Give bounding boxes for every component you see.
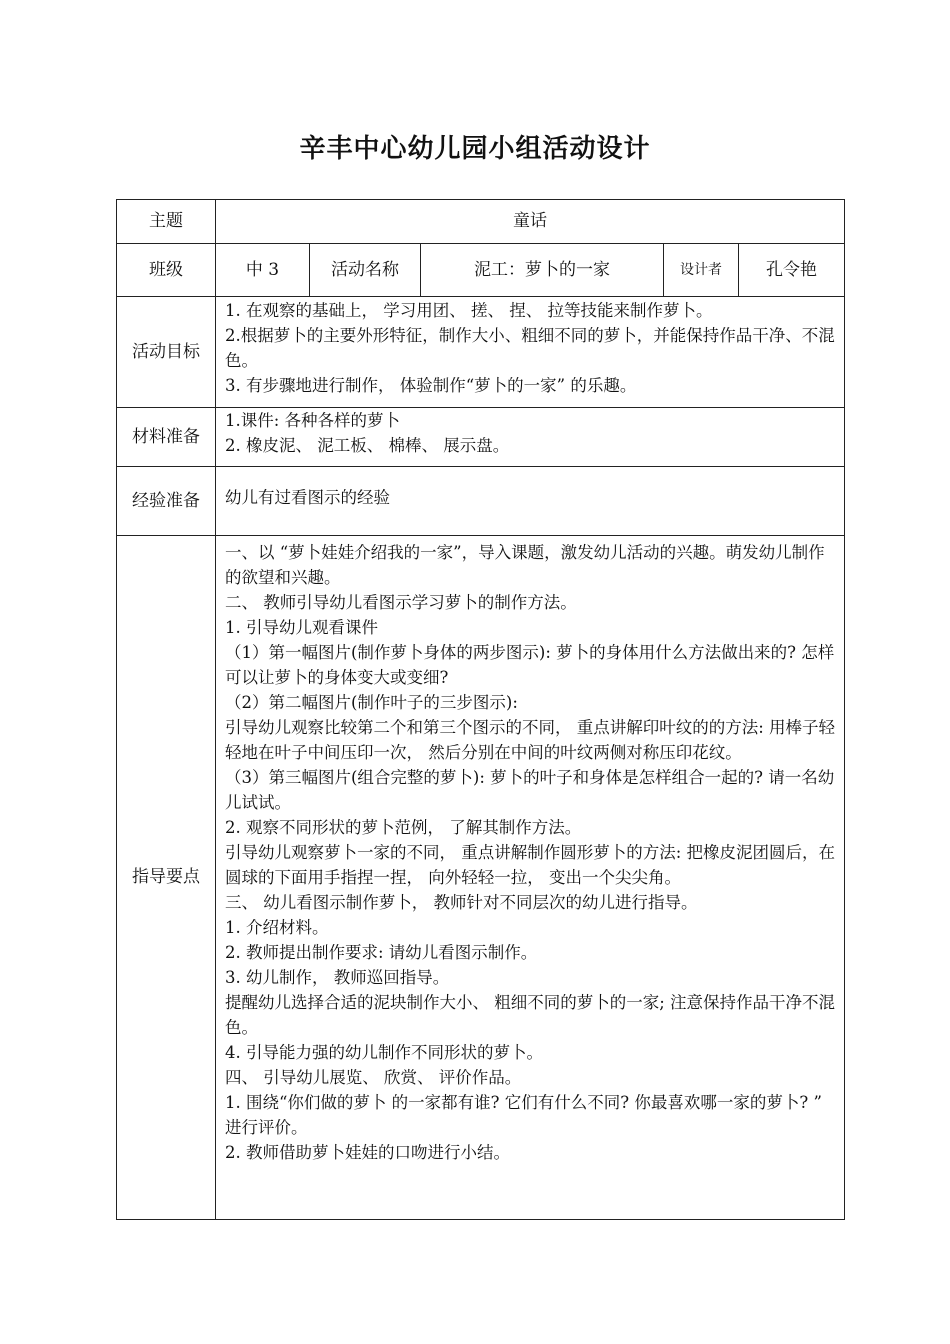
guide-line: （1）第一幅图片(制作萝卜身体的两步图示): 萝卜的身体用什么方法做出来的? 怎样可以让萝卜的身体变大或变细? <box>225 643 835 687</box>
goal-item: 1. 在观察的基础上， 学习用团、 搓、 捏、 拉等技能来制作萝卜。 <box>225 301 713 320</box>
guide-line: 一、以 “萝卜娃娃介绍我的一家”，导入课题，激发幼儿活动的兴趣。萌发幼儿制作的欲望和兴趣。 <box>225 543 825 587</box>
guide-row <box>117 536 845 1220</box>
guide-line: 3. 幼儿制作， 教师巡回指导。 <box>225 968 450 987</box>
guide-line: 1. 引导幼儿观看课件 <box>225 618 378 637</box>
guide-line: 1. 围绕“你们做的萝卜 的一家都有谁? 它们有什么不同? 你最喜欢哪一家的萝卜? ” 进行评价。 <box>225 1093 822 1137</box>
goals-content <box>216 297 845 408</box>
activity-name-label: 活动名称 <box>310 244 421 297</box>
experience-row <box>117 467 845 536</box>
experience-text: 幼儿有过看图示的经验 <box>225 487 390 507</box>
material-item: 2. 橡皮泥、 泥工板、 棉棒、 展示盘。 <box>225 436 510 455</box>
guide-line: 2. 观察不同形状的萝卜范例， 了解其制作方法。 <box>225 818 582 837</box>
guide-line: 引导幼儿观察比较第二个和第三个图示的不同， 重点讲解印叶纹的的方法: 用棒子轻轻地在叶子中间压印一次， 然后分别在中间的叶纹两侧对称压印花纹。 <box>225 718 836 762</box>
goal-item: 2.根据萝卜的主要外形特征，制作大小、粗细不同的萝卜，并能保持作品干净、不混色。 <box>225 326 835 370</box>
theme-value: 童话 <box>216 200 845 244</box>
experience-content <box>216 467 845 536</box>
activity-name-value: 泥工：萝卜的一家 <box>421 244 664 297</box>
guide-line: 2. 教师提出制作要求: 请幼儿看图示制作。 <box>225 943 538 962</box>
guide-line: （2）第二幅图片(制作叶子的三步图示): <box>225 693 518 712</box>
materials-content <box>216 408 845 467</box>
class-row <box>117 244 845 297</box>
goal-item: 3. 有步骤地进行制作， 体验制作“萝卜的一家” 的乐趣。 <box>225 376 637 395</box>
guide-line: 四、 引导幼儿展览、 欣赏、 评价作品。 <box>225 1068 522 1087</box>
guide-line: 提醒幼儿选择合适的泥块制作大小、 粗细不同的萝卜的一家; 注意保持作品干净不混色。 <box>225 993 836 1037</box>
guide-line: 1. 介绍材料。 <box>225 918 329 937</box>
guide-line: （3）第三幅图片(组合完整的萝卜): 萝卜的叶子和身体是怎样组合一起的? 请一名幼儿试试。 <box>225 768 835 812</box>
activity-design-table <box>116 199 845 1220</box>
experience-label: 经验准备 <box>117 467 216 536</box>
goals-label: 活动目标 <box>117 297 216 408</box>
class-value: 中 3 <box>216 244 310 297</box>
designer-label: 设计者 <box>664 244 739 297</box>
guide-line: 二、 教师引导幼儿看图示学习萝卜的制作方法。 <box>225 593 577 612</box>
guide-line: 4. 引导能力强的幼儿制作不同形状的萝卜。 <box>225 1043 543 1062</box>
theme-row <box>117 200 845 244</box>
materials-row <box>117 408 845 467</box>
guide-line: 引导幼儿观察萝卜一家的不同， 重点讲解制作圆形萝卜的方法: 把橡皮泥团圆后，在圆球的下面用手指捏一捏， 向外轻轻一拉， 变出一个尖尖角。 <box>225 843 836 887</box>
theme-label: 主题 <box>117 200 216 244</box>
guide-label: 指导要点 <box>117 536 216 1220</box>
class-label: 班级 <box>117 244 216 297</box>
material-item: 1.课件: 各种各样的萝卜 <box>225 411 401 430</box>
designer-value: 孔令艳 <box>739 244 845 297</box>
guide-content <box>216 536 845 1220</box>
guide-line: 三、 幼儿看图示制作萝卜， 教师针对不同层次的幼儿进行指导。 <box>225 893 698 912</box>
document-title: 辛丰中心幼儿园小组活动设计 <box>299 134 651 164</box>
goals-row <box>117 297 845 408</box>
guide-line: 2. 教师借助萝卜娃娃的口吻进行小结。 <box>225 1143 510 1162</box>
materials-label: 材料准备 <box>117 408 216 467</box>
